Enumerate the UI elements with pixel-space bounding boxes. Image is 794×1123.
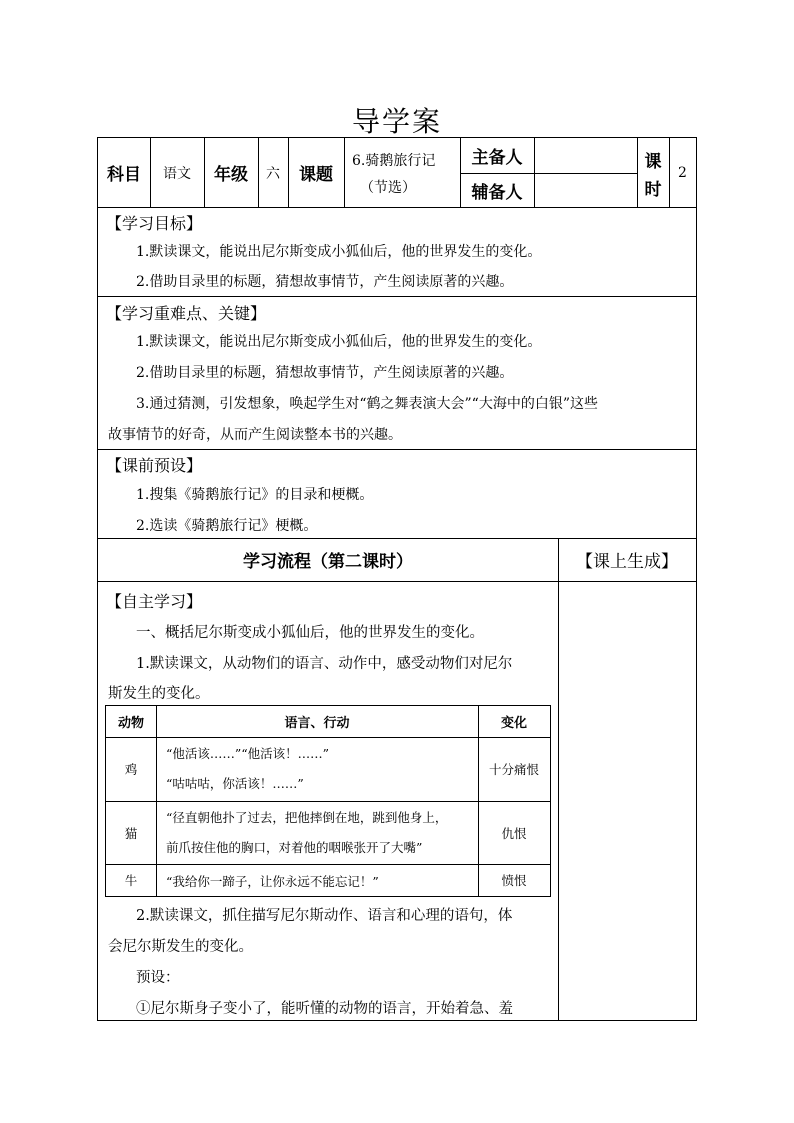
divider [98, 449, 696, 450]
topic-subtitle: （节选） [360, 180, 416, 196]
lead-prep-value [534, 138, 637, 173]
period-label-bottom: 时 [644, 179, 662, 200]
table-cell-speech: “咕咕咕，你活该！……” [166, 776, 304, 791]
subject-value: 语文 [163, 165, 191, 182]
assist-prep-value [534, 173, 637, 207]
table-cell-speech: “我给你一蹄子，让你永远不能忘记！” [166, 874, 379, 889]
goal-item: 1.默读课文，能说出尼尔斯变成小狐仙后，他的世界发生的变化。 [136, 244, 542, 260]
divider [98, 207, 696, 208]
table-cell-animal: 猫 [124, 825, 138, 841]
col-header-change: 变化 [500, 716, 527, 731]
side-title: 【课上生成】 [576, 552, 678, 572]
divider [558, 538, 559, 1020]
table-cell-change: 愤恨 [501, 873, 527, 888]
flow-line: 一、概括尼尔斯变成小狐仙后，他的世界发生的变化。 [136, 625, 484, 641]
key-point-item: 2.借助目录里的标题，猜想故事情节，产生阅读原著的兴趣。 [136, 365, 514, 381]
flow-line: 斯发生的变化。 [108, 686, 210, 702]
table-cell-change: 仇恨 [501, 825, 527, 841]
period-value: 2 [678, 164, 687, 181]
flow-line: 会尼尔斯发生的变化。 [108, 939, 253, 955]
preview-item: 2.选读《骑鹅旅行记》梗概。 [136, 518, 318, 534]
divider [344, 138, 345, 207]
col-header-animal: 动物 [117, 716, 144, 731]
grade-label: 年级 [214, 165, 248, 185]
table-cell-speech: “径直朝他扑了过去，把他摔倒在地，跳到他身上， [166, 810, 448, 825]
topic-title: 6.骑鹅旅行记 [352, 153, 436, 169]
col-header-speech: 语言、行动 [284, 716, 350, 731]
table-cell-animal: 牛 [124, 873, 138, 888]
key-point-item: 1.默读课文，能说出尼尔斯变成小狐仙后，他的世界发生的变化。 [136, 334, 542, 350]
lesson-plan-table [97, 137, 697, 1021]
key-point-item: 3.通过猜测，引发想象，唤起学生对“鹤之舞表演大会”“大海中的白银”这些 [136, 396, 598, 412]
goals-heading: 【学习目标】 [106, 214, 203, 233]
preview-heading: 【课前预设】 [106, 456, 203, 475]
divider [98, 296, 696, 297]
flow-line: 预设： [136, 970, 180, 986]
flow-line: 1.默读课文，从动物们的语言、动作中，感受动物们对尼尔 [136, 656, 513, 672]
key-points-heading: 【学习重难点、关键】 [106, 304, 267, 323]
key-point-item: 故事情节的好奇，从而产生阅读整本书的兴趣。 [108, 427, 402, 443]
preview-item: 1.搜集《骑鹅旅行记》的目录和梗概。 [136, 487, 374, 503]
self-study-heading: 【自主学习】 [106, 592, 203, 611]
divider [98, 581, 696, 582]
table-cell-change: 十分痛恨 [488, 762, 539, 777]
table-cell-speech: 前爪按住他的胸口，对着他的咽喉张开了大嘴” [166, 840, 423, 855]
flow-line: ①尼尔斯身子变小了，能听懂的动物的语言，开始着急、羞 [136, 1001, 513, 1017]
table-cell-speech: “他活该……”“他活该！……” [166, 746, 330, 761]
subject-label: 科目 [107, 165, 141, 185]
period-label-top: 课 [644, 151, 662, 172]
assist-prep-label: 辅备人 [471, 182, 523, 203]
flow-title: 学习流程（第二课时） [243, 552, 413, 572]
animal-table [105, 705, 551, 897]
flow-line: 2.默读课文，抓住描写尼尔斯动作、语言和心理的语句，体 [136, 908, 513, 924]
lead-prep-label: 主备人 [471, 148, 523, 168]
grade-value: 六 [266, 165, 280, 182]
page-title: 导学案 [351, 105, 442, 138]
table-cell-animal: 鸡 [124, 762, 138, 777]
topic-label: 课题 [299, 165, 333, 185]
goal-item: 2.借助目录里的标题，猜想故事情节，产生阅读原著的兴趣。 [136, 274, 514, 290]
